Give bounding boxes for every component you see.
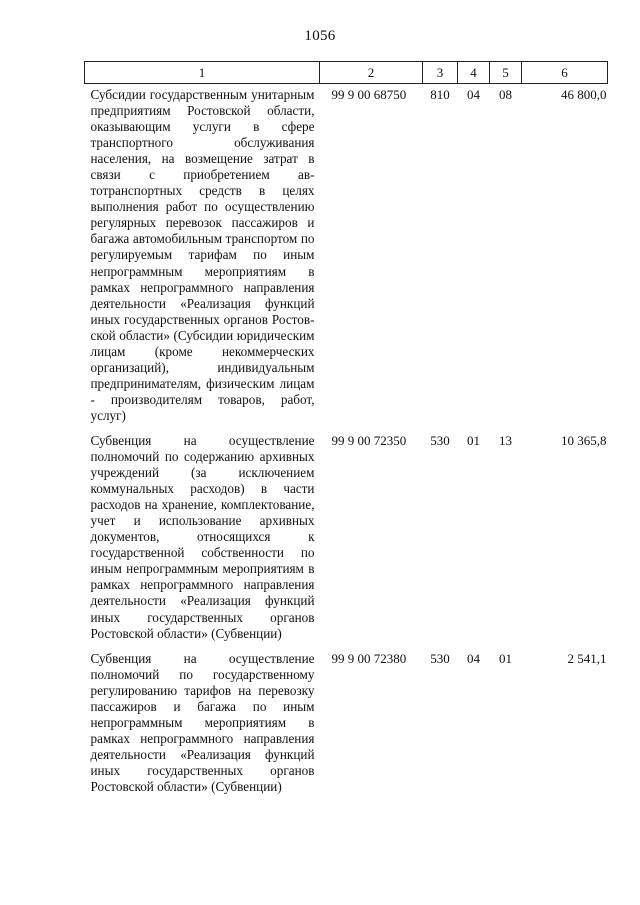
page-number: 1056 bbox=[304, 28, 336, 44]
table-row bbox=[85, 84, 608, 424]
column-header-2: 2 bbox=[320, 62, 423, 84]
row-subsection: 13 bbox=[499, 432, 512, 448]
budget-table bbox=[84, 61, 608, 795]
table-row bbox=[85, 642, 608, 795]
row-amount: 10 365,8 bbox=[561, 432, 607, 448]
column-header-1: 1 bbox=[85, 62, 320, 84]
row-target-code: 99 9 00 72380 bbox=[331, 650, 407, 666]
column-header-4: 4 bbox=[458, 62, 490, 84]
row-section: 04 bbox=[467, 87, 480, 102]
row-target-code: 99 9 00 72350 bbox=[331, 432, 407, 448]
row-section: 04 bbox=[467, 650, 480, 666]
table-header-row bbox=[85, 62, 608, 84]
row-amount: 46 800,0 bbox=[561, 87, 607, 102]
column-header-6: 6 bbox=[522, 62, 608, 84]
row-expense-type: 810 bbox=[430, 87, 450, 102]
column-header-5: 5 bbox=[490, 62, 522, 84]
row-description: Субвенция на осуществление полномочий по содержанию архивных учреждений (за исключением коммунальных расходов) в части расходов на хранение, комплектование, учет и использование архивных документов, относящихся к государственной собственности по иным непрограммным мероприятиям в рамках непрограммного направления деятельности «Реализация функций иных государственных органов Ростовской области» (Субвенции) bbox=[90, 432, 315, 641]
row-expense-type: 530 bbox=[430, 432, 450, 448]
row-section: 01 bbox=[467, 432, 480, 448]
row-expense-type: 530 bbox=[430, 650, 450, 666]
row-description: Субвенция на осуществление полномочий по государственному регулированию тарифов на перевозку пассажиров и багажа по иным непрограммным мероприятиям в рамках непрограммного направления деятельности «Реализация функций иных государственных органов Ростовской области» (Субвенции) bbox=[90, 650, 315, 794]
column-header-3: 3 bbox=[423, 62, 458, 84]
row-subsection: 08 bbox=[499, 87, 512, 102]
row-target-code: 99 9 00 68750 bbox=[331, 87, 407, 102]
table-row bbox=[85, 424, 608, 642]
row-description: Субсидии государственным унитарным предприятиям Ростовской области, оказывающим услуги в сфере транспортного обслуживания населения, на возмещение затрат в связи с приобретением автотранспортных средств в целях выполнения работ по осуществлению регулярных перевозок пассажиров и багажа автомобильным транспортом по регулируемым тарифам по иным непрограммным мероприятиям в рамках непрограммного направления деятельности «Реализация функций иных государственных органов Ростовской области» (Субсидии юридическим лицам (кроме некоммерческих организаций), индивидуальным предпринимателям, физическим лицам - производителям товаров, работ, услуг) bbox=[90, 87, 315, 423]
row-amount: 2 541,1 bbox=[567, 650, 607, 666]
row-subsection: 01 bbox=[499, 650, 512, 666]
